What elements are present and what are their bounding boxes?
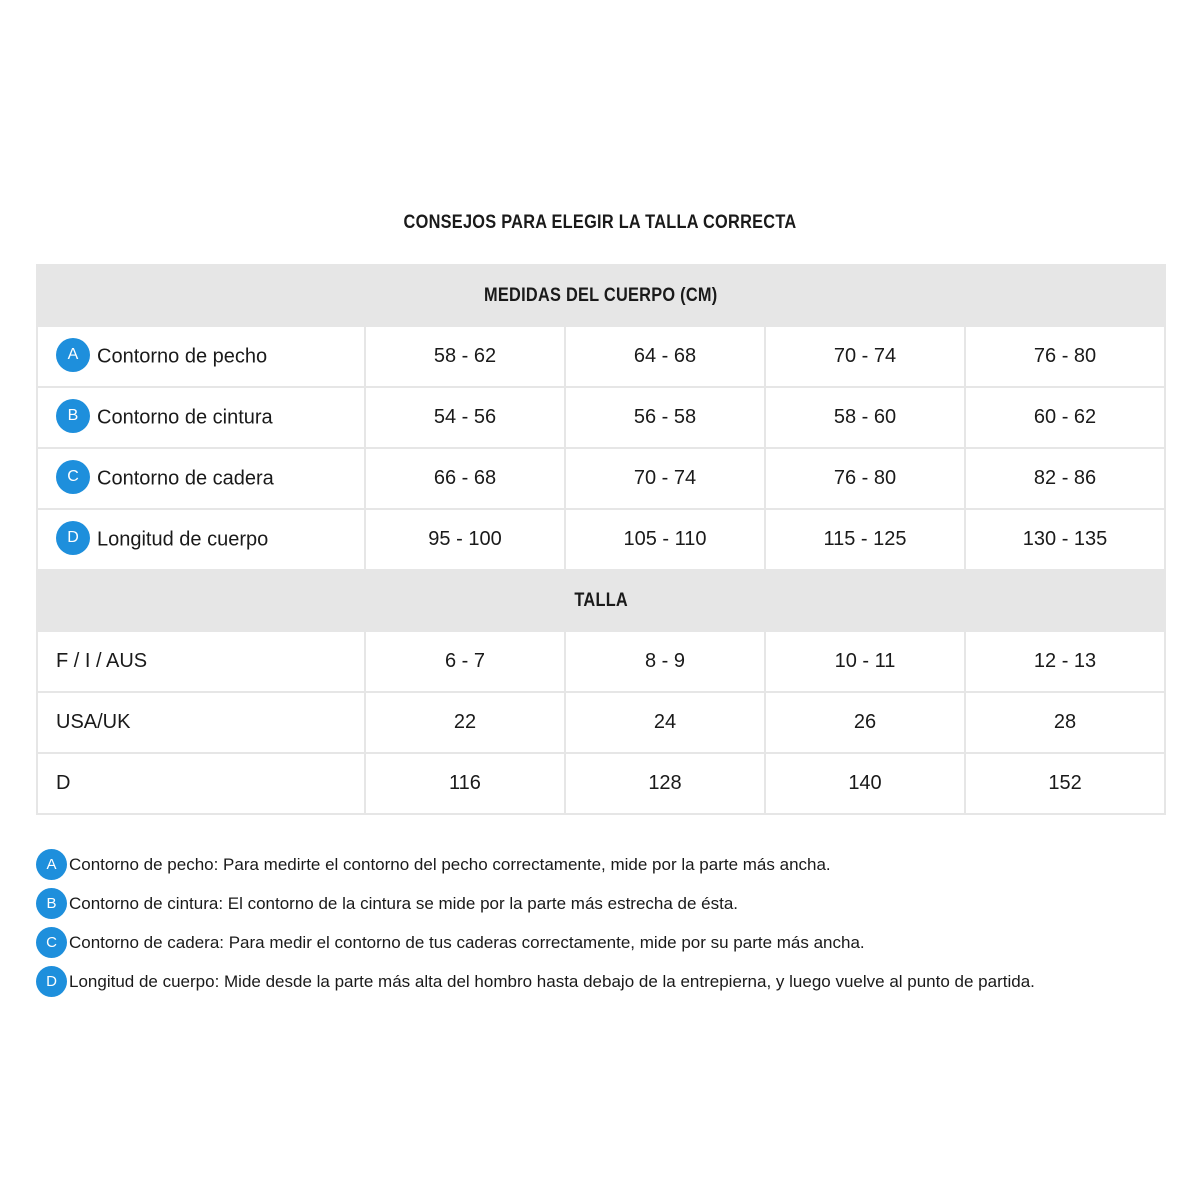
value-cell: 60 - 62 (965, 387, 1165, 448)
value-cell: 70 - 74 (565, 448, 765, 509)
badge-a-icon: A (56, 338, 90, 372)
row-label-cell (37, 448, 365, 509)
note-text: Contorno de cintura: El contorno de la cintura se mide por la parte más estrecha de ésta. (69, 893, 739, 913)
value-cell: 8 - 9 (565, 631, 765, 692)
row-label: USA/UK (37, 692, 365, 753)
body-length-row (37, 509, 1165, 570)
value-cell: 12 - 13 (965, 631, 1165, 692)
note-item (36, 923, 1176, 962)
row-label: F / I / AUS (37, 631, 365, 692)
value-cell: 66 - 68 (365, 448, 565, 509)
badge-c-icon: C (36, 927, 67, 958)
value-cell: 10 - 11 (765, 631, 965, 692)
value-cell: 82 - 86 (965, 448, 1165, 509)
hip-row (37, 448, 1165, 509)
value-cell: 58 - 60 (765, 387, 965, 448)
value-cell: 22 (365, 692, 565, 753)
note-item (36, 962, 1176, 1001)
value-cell: 26 (765, 692, 965, 753)
note-item (36, 845, 1176, 884)
badge-d-icon: D (56, 521, 90, 555)
row-label: Contorno de cintura (97, 406, 273, 428)
value-cell: 6 - 7 (365, 631, 565, 692)
row-label-cell (37, 326, 365, 387)
size-header-row (37, 570, 1165, 631)
row-label: Contorno de cadera (97, 467, 274, 489)
waist-row (37, 387, 1165, 448)
body-measurements-heading: MEDIDAS DEL CUERPO (CM) (37, 265, 1165, 326)
row-label-cell (37, 509, 365, 570)
row-label: Contorno de pecho (97, 345, 268, 367)
badge-c-icon: C (56, 460, 90, 494)
value-cell: 28 (965, 692, 1165, 753)
value-cell: 152 (965, 753, 1165, 814)
value-cell: 95 - 100 (365, 509, 565, 570)
value-cell: 24 (565, 692, 765, 753)
badge-d-icon: D (36, 966, 67, 997)
value-cell: 140 (765, 753, 965, 814)
size-row-usa-uk (37, 692, 1165, 753)
page-title: CONSEJOS PARA ELEGIR LA TALLA CORRECTA (403, 212, 797, 233)
note-item (36, 884, 1176, 923)
value-cell: 130 - 135 (965, 509, 1165, 570)
size-row-f-i-aus (37, 631, 1165, 692)
value-cell: 70 - 74 (765, 326, 965, 387)
note-text: Contorno de pecho: Para medirte el contorno del pecho correctamente, mide por la parte más ancha. (69, 854, 831, 874)
badge-b-icon: B (36, 888, 67, 919)
size-chart-table (36, 264, 1166, 815)
value-cell: 54 - 56 (365, 387, 565, 448)
size-heading: TALLA (37, 570, 1165, 631)
value-cell: 58 - 62 (365, 326, 565, 387)
value-cell: 116 (365, 753, 565, 814)
body-measurements-header-row (37, 265, 1165, 326)
value-cell: 64 - 68 (565, 326, 765, 387)
row-label-cell (37, 387, 365, 448)
note-text: Longitud de cuerpo: Mide desde la parte más alta del hombro hasta debajo de la entrepierna, y luego vuelve al punto de partida. (69, 971, 1035, 991)
badge-a-icon: A (36, 849, 67, 880)
value-cell: 76 - 80 (965, 326, 1165, 387)
value-cell: 115 - 125 (765, 509, 965, 570)
value-cell: 56 - 58 (565, 387, 765, 448)
value-cell: 105 - 110 (565, 509, 765, 570)
size-row-d (37, 753, 1165, 814)
row-label: Longitud de cuerpo (97, 528, 269, 550)
chest-row (37, 326, 1165, 387)
badge-b-icon: B (56, 399, 90, 433)
value-cell: 76 - 80 (765, 448, 965, 509)
measurement-notes (36, 845, 1176, 1001)
note-text: Contorno de cadera: Para medir el contorno de tus caderas correctamente, mide por su parte más ancha. (69, 932, 865, 952)
row-label: D (37, 753, 365, 814)
value-cell: 128 (565, 753, 765, 814)
